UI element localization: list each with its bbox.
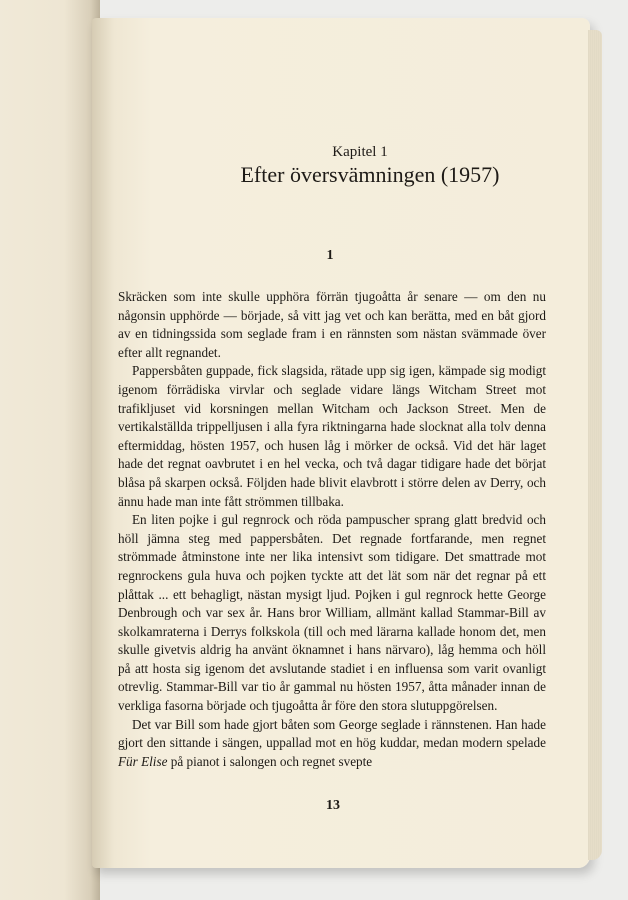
page-number: 13: [326, 798, 340, 813]
paragraph-1: Skräcken som inte skulle upphöra förrän tjugoåtta år senare — om den nu någonsin upphörde — började, så vitt jag vet och kan berätta, med en båt gjord av en tidningssida som seglade fram i en rännsten som nästan svämmade över efter allt regnandet.: [118, 289, 546, 360]
page-edges: [588, 30, 602, 860]
chapter-title: Efter översvämningen (1957): [240, 162, 500, 187]
body-text: [118, 288, 546, 771]
paragraph-4: Det var Bill som hade gjort båten som George seglade i rännstenen. Han hade gjort den sittande i sängen, uppallad mot en hög kuddar, medan modern spelade Für Elise på pianot i salongen och regnet svepte: [118, 716, 546, 769]
section-number: 1: [326, 248, 334, 263]
paragraph-2: Pappersbåten guppade, fick slagsida, rätade upp sig igen, kämpade sig modigt igenom förrädiska virvlar och seglade vidare längs Witcham Street mot trafikljuset vid korsningen mellan Witcham och Jackson Street. Men de vertikalställda trippelljusen i alla fyra riktningarna hade slocknat alla tolv denna eftermiddag, hösten 1957, och husen låg i mörker de också. Vid det här laget hade det regnat oavbrutet i en hel vecka, och två dagar tidigare hade det börjat blåsa på skarpen också. Följden hade blivit elavbrott i större delen av Derry, och ännu hade man inte fått strömmen tillbaka.: [118, 363, 546, 509]
left-page: [0, 0, 100, 900]
song-title: Für Elise: [118, 753, 168, 769]
chapter-label: Kapitel 1: [332, 144, 388, 160]
paragraph-3: En liten pojke i gul regnrock och röda pampuscher sprang glatt bredvid och höll jämna steg med pappersbåten. Det regnade fortfarande, men regnet strömmade åtminstone inte ner lika intensivt som tidigare. Det smattrade mot regnrockens gula huva och pojken tyckte att det lät som när det regnar på ett plåttak ... ett behagligt, nästan mysigt ljud. Pojken i gul regnrock hette George Denbrough och var sex år. Hans bror William, allmänt kallad Stammar-Bill av skolkamraterna i Derrys folkskola (till och med lärarna kallade honom det, men skulle givetvis aldrig ha använt öknamnet i hans närvaro), låg hemma och höll på att hosta sig igenom det avslutande stadiet i en influensa som varit ovanligt otrevlig. Stammar-Bill var tio år gammal nu hösten 1957, åtta månader innan de verkliga fasorna började och tjugoåtta år före den stora slutuppgörelsen.: [118, 512, 546, 714]
